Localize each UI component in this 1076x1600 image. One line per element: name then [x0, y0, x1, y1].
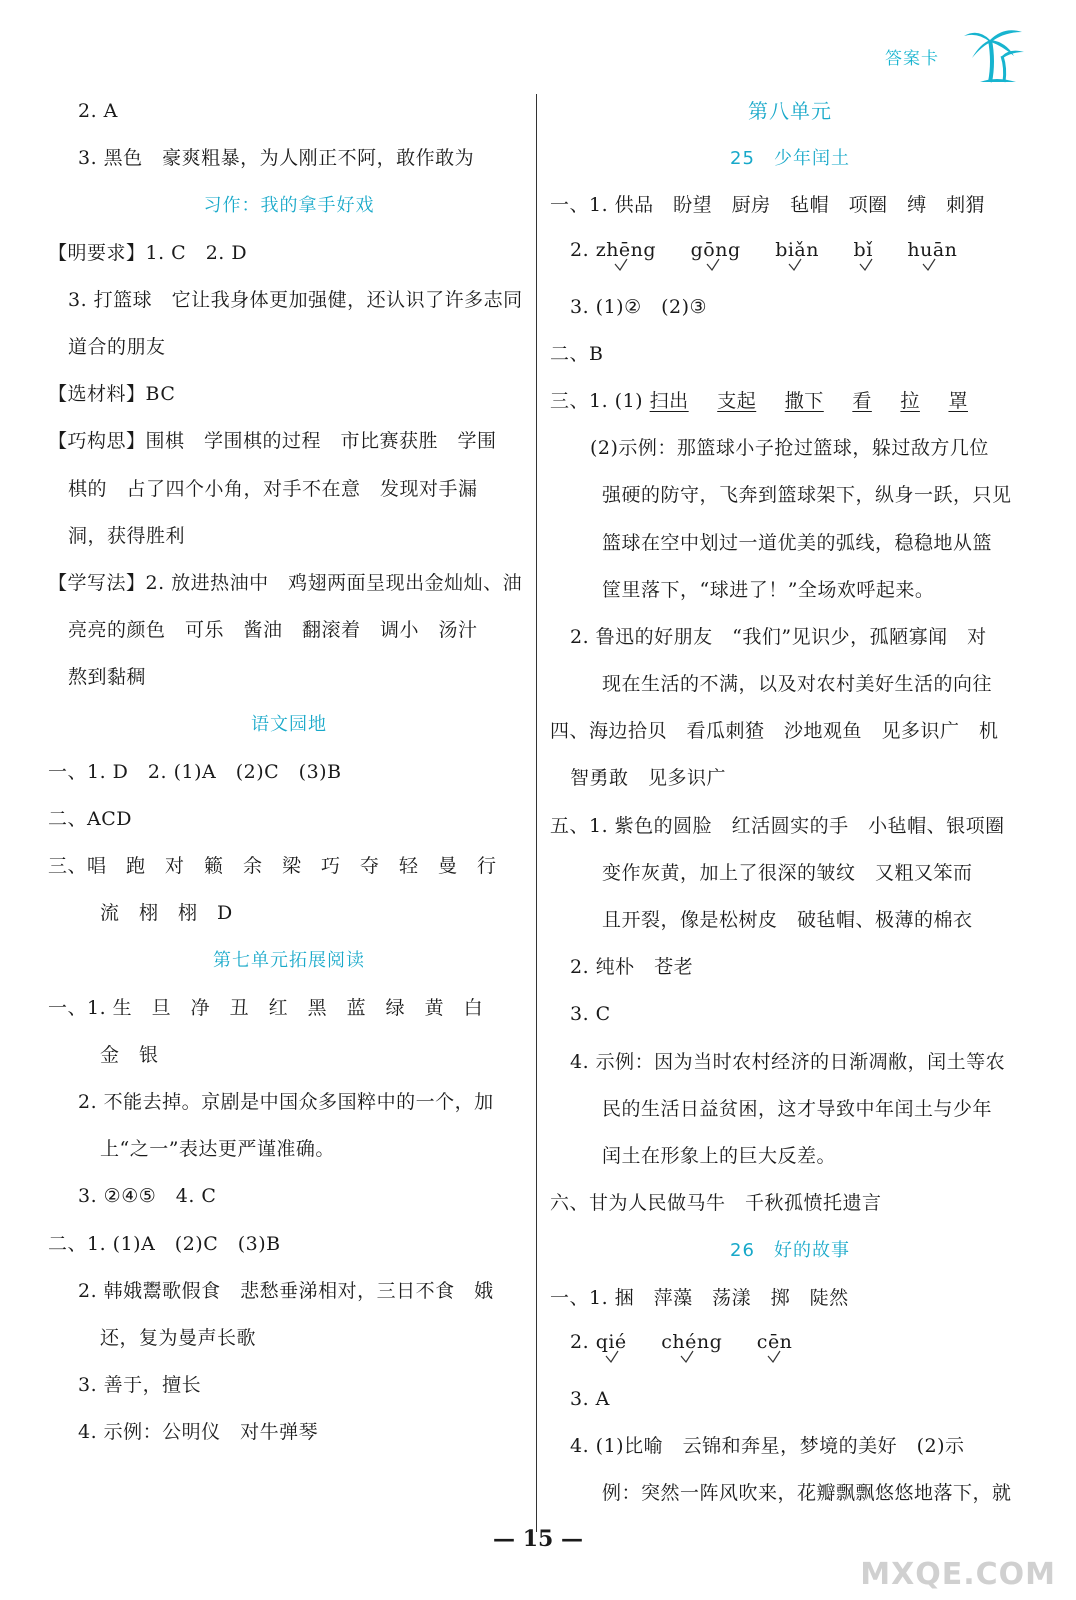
answer-line: 【选材料】BC: [48, 383, 176, 406]
pinyin-line: [550, 230, 1030, 284]
answer-line: 道合的朋友: [68, 335, 166, 358]
answer-line: 3. 黑色 豪爽粗暴，为人刚正不阿，敢作敢为: [78, 147, 475, 170]
page-number: — 15 —: [493, 1526, 583, 1552]
answer-line: 民的生活日益贫困，这才导致中年闰土与少年: [602, 1097, 993, 1120]
item-number: 2.: [570, 1330, 590, 1353]
answer-line: 3. 打篮球 它让我身体更加强健，还认识了许多志同: [68, 288, 523, 311]
answer-line: 上“之一”表达更严谨准确。: [100, 1138, 335, 1161]
answer-line: 一、1. D 2. (1)A (2)C (3)B: [48, 760, 342, 783]
answer-line: 且开裂，像是松树皮 破毡帽、极薄的棉衣: [602, 909, 973, 931]
answer-line: 【明要求】1. C 2. D: [48, 241, 248, 264]
answer-line: 篮球在空中划过一道优美的弧线，稳稳地从篮: [602, 531, 993, 554]
answer-line: 一、1. 生 旦 净 丑 红 黑 蓝 绿 黄 白: [48, 996, 484, 1019]
answer-line: 三、唱 跑 对 籁 余 梁 巧 夺 轻 曼 行: [48, 855, 497, 877]
section-heading: 语文园地: [251, 714, 327, 736]
answer-line: 筐里落下，“球进了！”全场欢呼起来。: [602, 578, 935, 601]
palm-tree-icon: [960, 22, 1030, 84]
answer-line: 2. A: [78, 100, 118, 122]
pinyin-word: huān: [907, 230, 957, 270]
underlined-word: 撒下: [784, 389, 824, 412]
answer-line: 【巧构思】围棋 学围棋的过程 市比赛获胜 学围: [48, 430, 497, 453]
answer-line: 2. 韩娥鬻歌假食 悲愁垂涕相对，三日不食 娥: [78, 1279, 494, 1302]
check-mark-icon: [767, 1350, 781, 1364]
answer-line: 熬到黏稠: [68, 666, 147, 689]
watermark-logo: MXQE.COM: [860, 1557, 1056, 1592]
answer-line: 4. (1)比喻 云锦和奔星，梦境的美好 (2)示: [570, 1434, 965, 1457]
lesson-heading: 25 少年闰土: [730, 148, 850, 170]
item-number: 2.: [570, 238, 590, 261]
answer-line: 3. A: [570, 1387, 610, 1410]
answer-line: 金 银: [100, 1043, 159, 1066]
check-mark-icon: [614, 258, 628, 272]
answer-line: 2. 纯朴 苍老: [570, 956, 694, 979]
right-column: [550, 88, 1030, 1517]
lesson-heading: 26 好的故事: [730, 1240, 850, 1262]
answer-line: 4. 示例：因为当时农村经济的日渐凋敝，闰土等农: [570, 1050, 1006, 1073]
pinyin-word: chéng: [661, 1322, 722, 1362]
item-number: 三、1. (1): [550, 389, 644, 412]
answer-line: 五、1. 紫色的圆脸 红活圆实的手 小毡帽、银项圈: [550, 814, 1005, 837]
pinyin-word: qié: [596, 1322, 627, 1362]
answer-line: 强硬的防守，飞奔到篮球架下，纵身一跃，只见: [602, 484, 1012, 507]
answer-line: 3. ②④⑤ 4. C: [78, 1185, 217, 1208]
underlined-word: 拉: [900, 389, 920, 412]
pinyin-line: [550, 1322, 1030, 1376]
answer-line: 二、B: [550, 342, 604, 365]
answer-line: 变作灰黄，加上了很深的皱纹 又粗又笨而: [602, 861, 973, 884]
check-mark-icon: [605, 1350, 619, 1364]
answer-line: (2)示例：那篮球小子抢过篮球，躲过敌方几位: [590, 437, 989, 460]
answer-line: 流 栩 栩 D: [100, 902, 233, 925]
answer-line: 4. 示例：公明仪 对牛弹琴: [78, 1421, 319, 1444]
answer-line: 3. C: [570, 1003, 611, 1026]
answer-line: 洞，获得胜利: [68, 524, 186, 547]
section-heading: 习作：我的拿手好戏: [203, 195, 375, 217]
answer-line: 棋的 占了四个小角，对手不在意 发现对手漏: [68, 477, 478, 500]
answer-line: 二、1. (1)A (2)C (3)B: [48, 1232, 281, 1255]
answer-line: 二、ACD: [48, 807, 132, 830]
answer-line: 现在生活的不满，以及对农村美好生活的向往: [602, 673, 993, 696]
check-mark-icon: [788, 258, 802, 272]
answer-line: 六、甘为人民做马牛 千秋孤愤托遗言: [550, 1192, 882, 1215]
answer-line: 一、1. 供品 盼望 厨房 毡帽 项圈 缚 刺猬: [550, 194, 986, 217]
answer-line: 3. (1)② (2)③: [570, 295, 708, 318]
answer-line: 智勇敢 见多识广: [570, 767, 727, 790]
unit-heading: 第八单元: [748, 99, 832, 123]
answer-line: 2. 鲁迅的好朋友 “我们”见识少，孤陋寡闻 对: [570, 625, 987, 648]
underlined-word: 看: [852, 389, 872, 412]
section-heading: 第七单元拓展阅读: [213, 950, 365, 972]
left-column: [48, 88, 530, 1456]
underlined-word: 罩: [948, 389, 968, 412]
pinyin-word: bǐ: [854, 230, 873, 270]
underlined-word: 支起: [717, 389, 757, 412]
answer-card-label: 答案卡: [885, 49, 939, 69]
pinyin-word: biǎn: [775, 230, 819, 270]
answer-line: 亮亮的颜色 可乐 酱油 翻滚着 调小 汤汁: [68, 619, 478, 642]
column-divider: [536, 94, 537, 1532]
underlined-word: 扫出: [649, 389, 689, 412]
answer-line: 四、海边拾贝 看瓜刺猹 沙地观鱼 见多识广 机: [550, 720, 999, 743]
answer-line: 还，复为曼声长歌: [100, 1326, 257, 1349]
pinyin-word: gōng: [691, 230, 741, 270]
answer-line: 例：突然一阵风吹来，花瓣飘飘悠悠地落下，就: [602, 1482, 1012, 1505]
answer-line: 闰土在形象上的巨大反差。: [602, 1144, 837, 1167]
underlined-words-line: [550, 378, 1030, 425]
answer-line: 3. 善于，擅长: [78, 1374, 202, 1397]
answer-line: 一、1. 捆 萍藻 荡漾 掷 陡然: [550, 1286, 849, 1309]
pinyin-word: cēn: [757, 1322, 793, 1362]
check-mark-icon: [922, 258, 936, 272]
check-mark-icon: [706, 258, 720, 272]
pinyin-word: zhēng: [596, 230, 656, 270]
check-mark-icon: [859, 258, 873, 272]
answer-line: 【学写法】2. 放进热油中 鸡翅两面呈现出金灿灿、油: [48, 571, 523, 594]
check-mark-icon: [680, 1350, 694, 1364]
answer-line: 2. 不能去掉。京剧是中国众多国粹中的一个，加: [78, 1090, 494, 1113]
